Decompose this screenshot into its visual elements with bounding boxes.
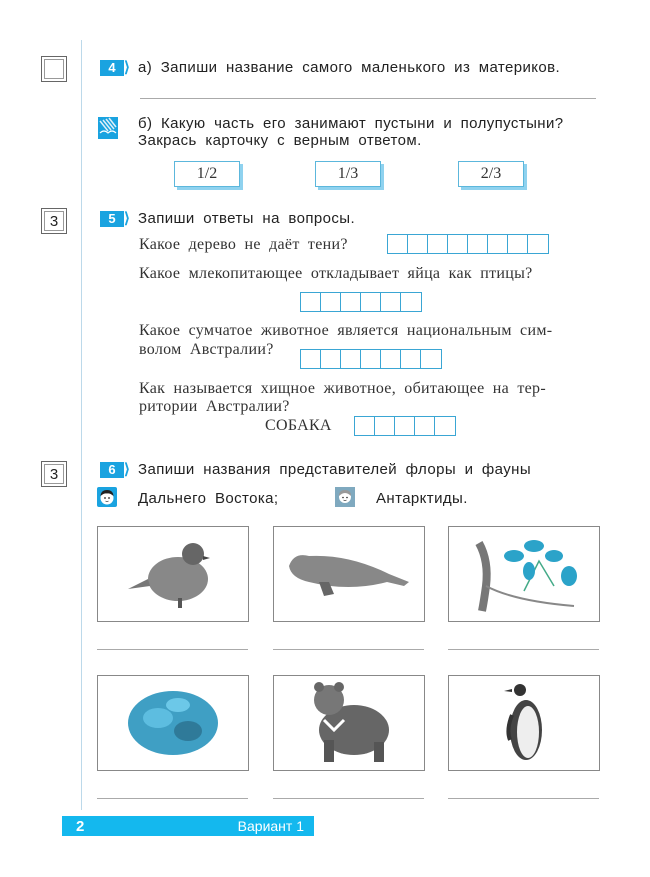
question-3-line1: Какое сумчатое животное является национальным сим- [139, 322, 553, 339]
task6-score-box[interactable]: 3 [41, 461, 67, 487]
image-lichen [97, 675, 249, 771]
question-3-answer-cells[interactable] [300, 349, 442, 369]
answer-line-3[interactable] [448, 649, 599, 650]
variant-label: Вариант 1 [237, 818, 304, 834]
question-1-answer-cells[interactable] [387, 234, 549, 254]
seal-icon [279, 544, 419, 604]
answer-line-1[interactable] [97, 649, 248, 650]
answer-card-2[interactable]: 1/3 [315, 161, 381, 187]
answer-line-5[interactable] [273, 798, 424, 799]
girl-icon [335, 487, 355, 507]
antarctica-label: Антарктиды. [376, 490, 468, 507]
margin-line [81, 40, 82, 810]
question-2-answer-cells[interactable] [300, 292, 422, 312]
task5-title: Запиши ответы на вопросы. [138, 210, 356, 227]
question-4-line1: Как называется хищное животное, обитающее на тер- [139, 380, 546, 397]
task6-title: Запиши названия представителей флоры и фауны [138, 461, 532, 478]
chevron-right-icon: ⟩ [124, 461, 130, 478]
answer-line-6[interactable] [448, 798, 599, 799]
task4-part-b-line2: Закрась карточку с верным ответом. [138, 132, 422, 149]
task4-part-a-text: а) Запиши название самого маленького из материков. [138, 59, 561, 76]
boy-icon [97, 487, 117, 507]
task6-number-badge: 6 [100, 462, 124, 478]
task4-part-b-line1: б) Какую часть его занимают пустыни и полупустыни? [138, 115, 564, 132]
chevron-right-icon: ⟩ [124, 59, 130, 76]
image-seal [273, 526, 425, 622]
image-penguin [448, 675, 600, 771]
bear-icon [294, 680, 404, 766]
question-2-text: Какое млекопитающее откладывает яйца как птицы? [139, 265, 533, 282]
answer-line-2[interactable] [273, 649, 424, 650]
far-east-label: Дальнего Востока; [138, 490, 279, 507]
question-3-line2: волом Австралии? [139, 341, 274, 358]
image-bear [273, 675, 425, 771]
task4-number-badge: 4 [100, 60, 124, 76]
task4-answer-line[interactable] [140, 98, 596, 99]
desert-icon [98, 117, 118, 139]
question-4-prefix: СОБАКА [265, 417, 332, 434]
question-4-line2: ритории Австралии? [139, 398, 290, 415]
ginseng-icon [454, 531, 594, 617]
duck-icon [118, 534, 228, 614]
answer-line-4[interactable] [97, 798, 248, 799]
task5-score-box[interactable]: 3 [41, 208, 67, 234]
question-1-text: Какое дерево не даёт тени? [139, 236, 348, 253]
image-mandarin-duck [97, 526, 249, 622]
image-ginseng [448, 526, 600, 622]
answer-card-1[interactable]: 1/2 [174, 161, 240, 187]
page-footer [62, 816, 314, 836]
chevron-right-icon: ⟩ [124, 210, 130, 227]
question-4-answer-cells[interactable] [354, 416, 456, 436]
task4-score-box[interactable] [41, 56, 67, 82]
lichen-icon [118, 683, 228, 763]
penguin-icon [494, 680, 554, 766]
task5-number-badge: 5 [100, 211, 124, 227]
page-number: 2 [76, 818, 85, 835]
answer-card-3[interactable]: 2/3 [458, 161, 524, 187]
